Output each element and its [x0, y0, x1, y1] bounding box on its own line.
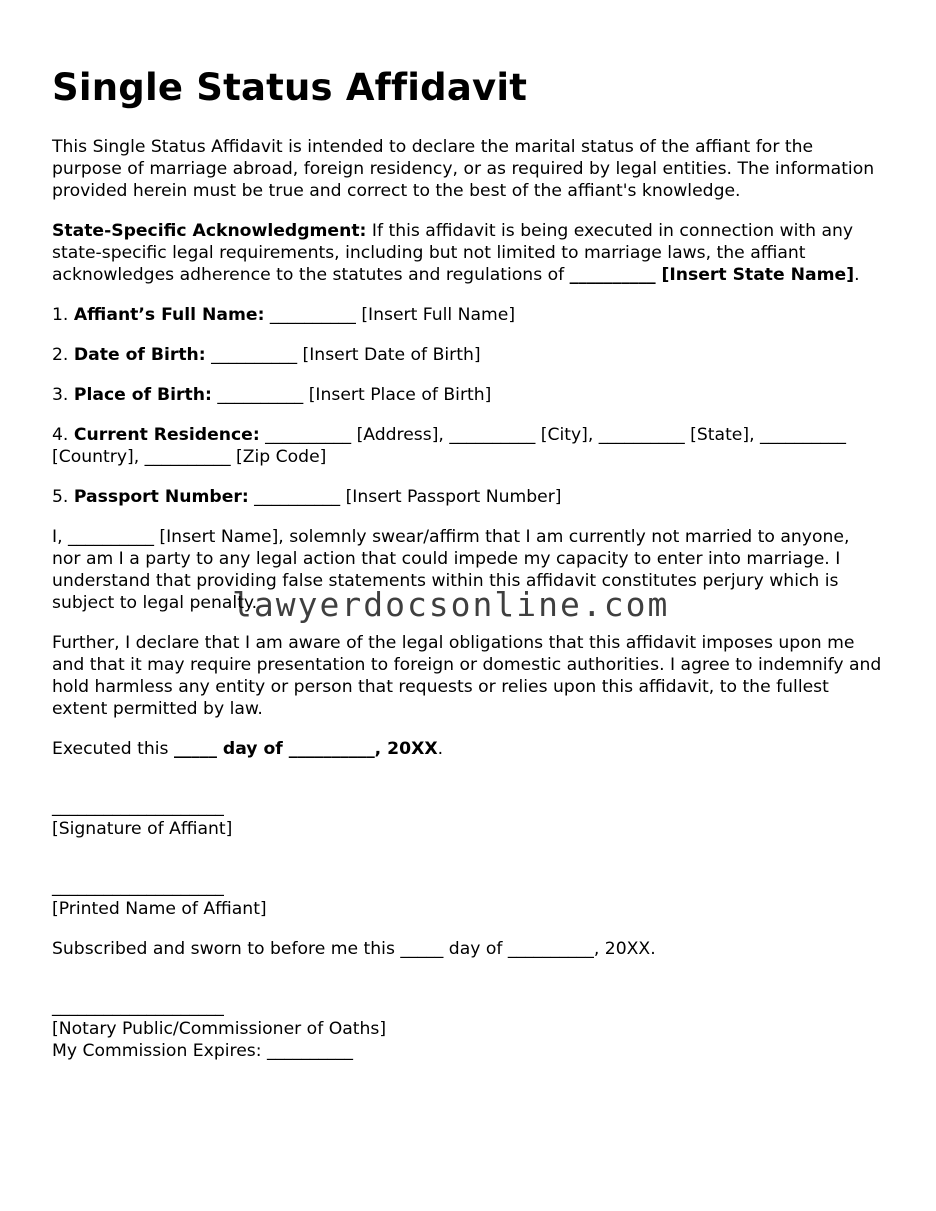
notary-block — [52, 978, 882, 1062]
acknowledgment-end: . — [854, 265, 860, 285]
printed-name-label: [Printed Name of Affiant] — [52, 899, 267, 919]
field-value: __________ [Insert Full Name] — [264, 305, 516, 325]
field-value: __________ [Insert Place of Birth] — [211, 385, 492, 405]
field-value: __________ [Insert Passport Number] — [248, 487, 562, 507]
intro-paragraph: This Single Status Affidavit is intended to declare the marital status of the affiant for the purpose of marriage abroad, foreign residency, or as required by legal entities. The information provided herein must be true and correct to the best of the affiant's knowledge. — [52, 137, 875, 201]
executed-prefix: Executed this — [52, 739, 174, 759]
executed-end: . — [437, 739, 444, 759]
page-title: Single Status Affidavit — [52, 66, 528, 109]
field-date-of-birth — [52, 344, 882, 366]
document-page — [52, 64, 882, 1062]
acknowledgment-text: If this affidavit is being executed in connection with any state-specific legal requirements, including but not limited to marriage laws, the affiant acknowledges adherence to the statutes and regulations of — [52, 221, 854, 285]
field-label: Current Residence: — [73, 425, 260, 445]
acknowledgment-label: State-Specific Acknowledgment: — [52, 221, 367, 241]
further-paragraph: Further, I declare that I am aware of the legal obligations that this affidavit imposes upon me and that it may require presentation to foreign or domestic authorities. I agree to indemnify and hold harmless any entity or person that requests or relies upon this affidavit, to the fullest extent permitted by law. — [52, 633, 882, 719]
field-current-residence — [52, 424, 882, 468]
signature-line: ____________________ — [52, 797, 224, 817]
watermark-text: lawyerdocsonline.com — [232, 585, 670, 624]
executed-line — [52, 738, 882, 760]
field-number: 1. — [52, 305, 74, 325]
field-full-name — [52, 304, 882, 326]
signature-label: [Signature of Affiant] — [52, 819, 233, 839]
field-label: Passport Number: — [73, 487, 249, 507]
field-number: 5. — [52, 487, 74, 507]
oath-paragraph: I, __________ [Insert Name], solemnly swear/affirm that I am currently not married to anyone, nor am I a party to any legal action that could impede my capacity to enter into marriage. I understand that providing false statements within this affidavit constitutes perjury which is subject to legal penalty. — [52, 527, 850, 613]
field-passport-number — [52, 486, 882, 508]
field-number: 4. — [52, 425, 74, 445]
commission-expires: My Commission Expires: __________ — [52, 1041, 353, 1061]
field-label: Place of Birth: — [73, 385, 212, 405]
field-number: 3. — [52, 385, 74, 405]
acknowledgment-paragraph — [52, 220, 882, 286]
subscribed-line: Subscribed and sworn to before me this _____ day of __________, 20XX. — [52, 939, 656, 959]
notary-line: ____________________ — [52, 997, 224, 1017]
field-place-of-birth — [52, 384, 882, 406]
field-value: __________ [Insert Date of Birth] — [205, 345, 481, 365]
field-value: __________ [Address], __________ [City], __________ [State], __________ [Country], __________ [Zip Code] — [52, 425, 846, 467]
executed-date-blank: _____ day of __________, 20XX — [173, 739, 438, 759]
field-label: Date of Birth: — [73, 345, 206, 365]
signature-block — [52, 778, 882, 840]
field-label: Affiant’s Full Name: — [73, 305, 265, 325]
acknowledgment-state-blank: __________ [Insert State Name] — [569, 265, 855, 285]
printed-name-block — [52, 858, 882, 920]
field-number: 2. — [52, 345, 74, 365]
printed-name-line: ____________________ — [52, 877, 224, 897]
notary-label: [Notary Public/Commissioner of Oaths] — [52, 1019, 387, 1039]
